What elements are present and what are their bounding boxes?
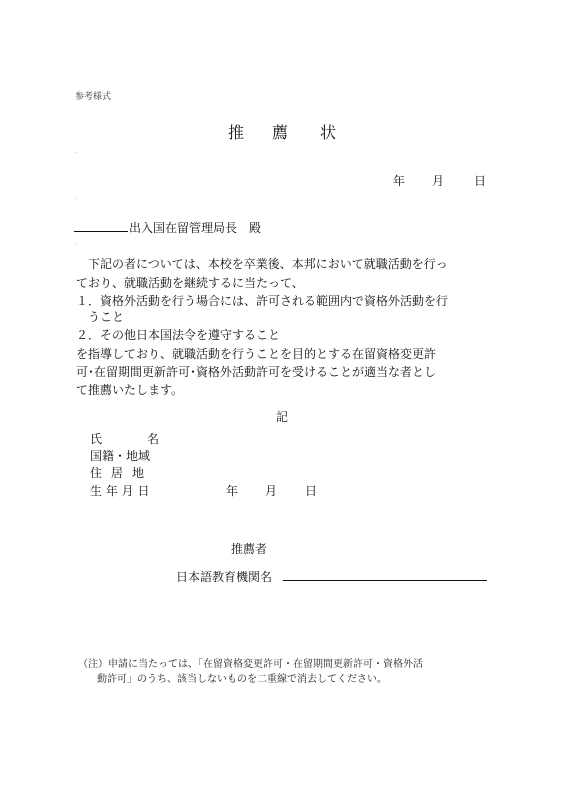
form-reference-label: 参考様式: [75, 92, 112, 102]
title-char-3: 状: [320, 123, 337, 142]
address-label-char-1: 住: [90, 466, 103, 480]
date-day-label: 日: [474, 174, 487, 188]
title-char-1: 推: [228, 123, 245, 142]
note-line: 動許可」のうち、該当しないものを二重線で消去してください。: [97, 674, 387, 685]
body-line: １．資格外活動を行う場合には、許可される範囲内で資格外活動を行: [76, 294, 449, 308]
recommender-label: 推薦者: [231, 542, 268, 556]
name-label-char-2: 名: [147, 432, 160, 446]
dob-field-label: 生 年 月 日: [90, 484, 150, 498]
institution-signature-line: [283, 580, 487, 581]
address-field-label: [90, 464, 144, 481]
paragraph-mark: ·: [76, 196, 78, 203]
body-line: うこと: [76, 310, 125, 324]
nationality-field-label: 国籍・地域: [90, 449, 151, 463]
dob-day-label: 日: [305, 484, 318, 498]
date-month-label: 月: [432, 174, 445, 188]
title-char-2: 薦: [272, 123, 289, 142]
body-line: て推薦いたします。: [76, 383, 184, 397]
address-label-char-3: 地: [132, 466, 145, 480]
addressee-blank-line: [74, 221, 128, 232]
note-line: （注）申請に当たっては、「在留資格変更許可・在留期間更新許可・資格外活: [78, 659, 423, 670]
body-line: 下記の者については、本校を卒業後、本邦において就職活動を行っ: [76, 257, 448, 271]
body-line: 可･在留期間更新許可･資格外活動許可を受けることが適当な者とし: [76, 365, 437, 379]
name-label-char-1: 氏: [90, 432, 103, 446]
dob-month-label: 月: [265, 484, 278, 498]
addressee-label: 出入国在留管理局長 殿: [129, 221, 262, 235]
institution-label: 日本語教育機関名: [176, 570, 273, 584]
address-label-char-2: 居: [111, 466, 124, 480]
dob-year-label: 年: [226, 484, 239, 498]
date-year-label: 年: [393, 174, 406, 188]
paragraph-mark: ·: [76, 242, 78, 249]
body-line: ており、就職活動を継続するに当たって、: [76, 276, 304, 290]
name-field-label: [90, 430, 159, 447]
paragraph-mark: ·: [76, 150, 78, 157]
body-line: ２．その他日本国法令を遵守すること: [76, 328, 281, 342]
ki-heading: 記: [276, 410, 289, 424]
body-line: を指導しており、就職活動を行うことを目的とする在留資格変更許: [76, 347, 437, 361]
addressee-line: [74, 219, 261, 236]
